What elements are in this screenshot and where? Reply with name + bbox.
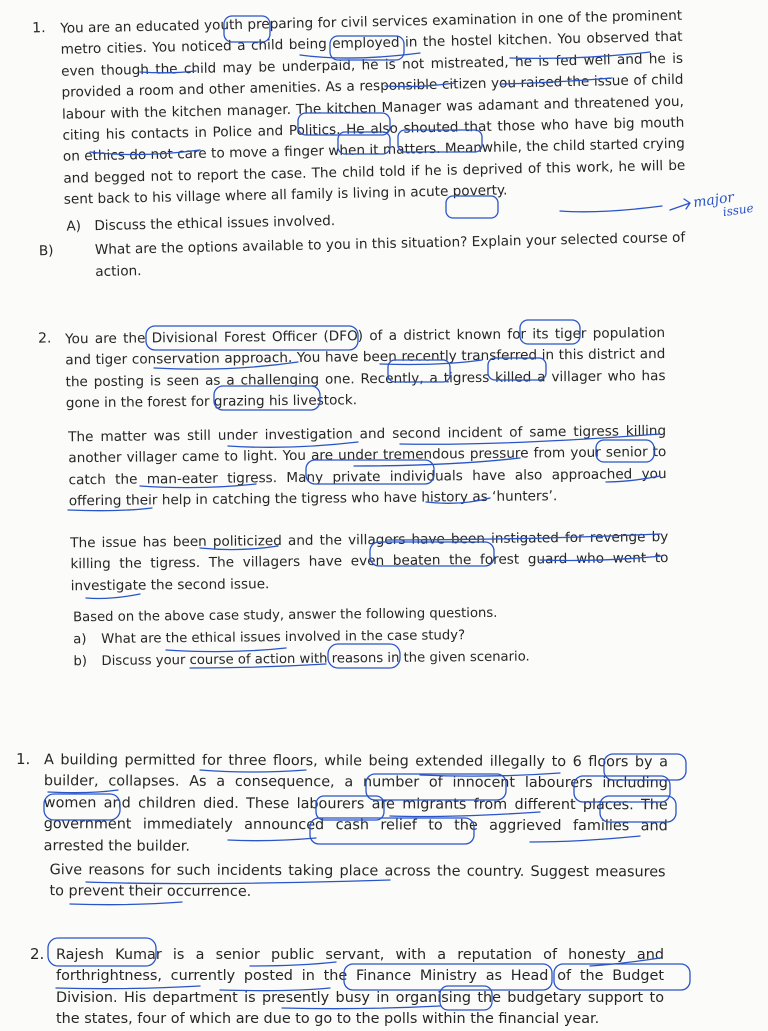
sub-text: Discuss your course of action with reasons in the given scenario. [101, 649, 530, 669]
question-text: You are an educated youth preparing for civil services examination in one of the prominent metro cities. You noticed a child being employed in the hostel kitchen. You observed that even though the child may be underpaid, he is not mistreated, he is fed well and he is provided a room and other amenities. As a responsible citizen you raised the issue of child labour with the kitchen manager. The kitchen Manager was adamant and threatened you, citing his contacts in Police and Politics. He also shouted that those who have big mouth on ethics do not care to move a finger when it matters. Meanwhile, the child started crying and begged not to report the case. The child told if he is deprived of this work, he will be sent back to his village where all family is living in acute poverty. [60, 7, 686, 208]
sub-text: What are the ethical issues involved in the case study? [101, 628, 466, 647]
question-paragraph: The matter was still under investigation and second incident of same tigress killing another villager came to light. You are under tremendous pressure from your senior to catch the man-eater tigress. Many private individuals have also approached you offering their help in catching the tigress who have history as ‘hunters’. [68, 423, 667, 510]
question-paragraph: You are the Divisional Forest Officer (DFO) of a district known for its tiger population and tiger conservation approach. You have been recently transferred in this district and the posting is seen as a challenging one. Recently, a tigress killed a villager who has gone in the forest for grazing his livestock. [65, 325, 666, 412]
question-building-collapse [0, 750, 768, 901]
sub-label: A) [66, 218, 82, 235]
question-paragraph: Give reasons for such incidents taking place across the country. Suggest measures to prevent their occurrence. [49, 862, 666, 901]
question-number: 1. [32, 20, 46, 37]
sub-label: a) [73, 632, 87, 648]
sub-label: B) [38, 242, 54, 260]
question-paragraph: The issue has been politicized and the villagers have been instigated for revenge by killing the tigress. The villagers have even beaten the forest guard who went to investigate the second issue. [70, 529, 669, 595]
margin-note-line: issue [721, 200, 755, 220]
sub-text: Discuss the ethical issues involved. [94, 213, 336, 235]
question-number: 2. [30, 945, 45, 963]
sub-text: What are the options available to you in this situation? Explain your selected course of action. [94, 229, 686, 281]
question-tigress [0, 320, 768, 670]
question-number: 1. [15, 750, 31, 769]
margin-note-line: major [692, 189, 736, 212]
sub-label: b) [73, 654, 88, 670]
question-paragraph: Rajesh Kumar is a senior public servant, with a reputation of honesty and forthrightness, currently posted in the Finance Ministry as Head of the Budget Division. His department is presently busy in organising the budgetary support to the states, four of which are due to go to the polls within the financial year. [56, 947, 664, 1028]
question-paragraph: A building permitted for three floors, while being extended illegally to 6 floors by a builder, collapses. As a consequence, a number of innocent labourers including women and children died. These labourers are migrants from different places. The government immediately announced cash relief to the aggrieved families and arrested the builder. [43, 752, 668, 855]
pen-arrow [670, 199, 690, 210]
margin-note [692, 189, 754, 223]
question-paragraph: Based on the above case study, answer the following questions. [72, 605, 498, 626]
question-number: 2. [38, 330, 52, 347]
